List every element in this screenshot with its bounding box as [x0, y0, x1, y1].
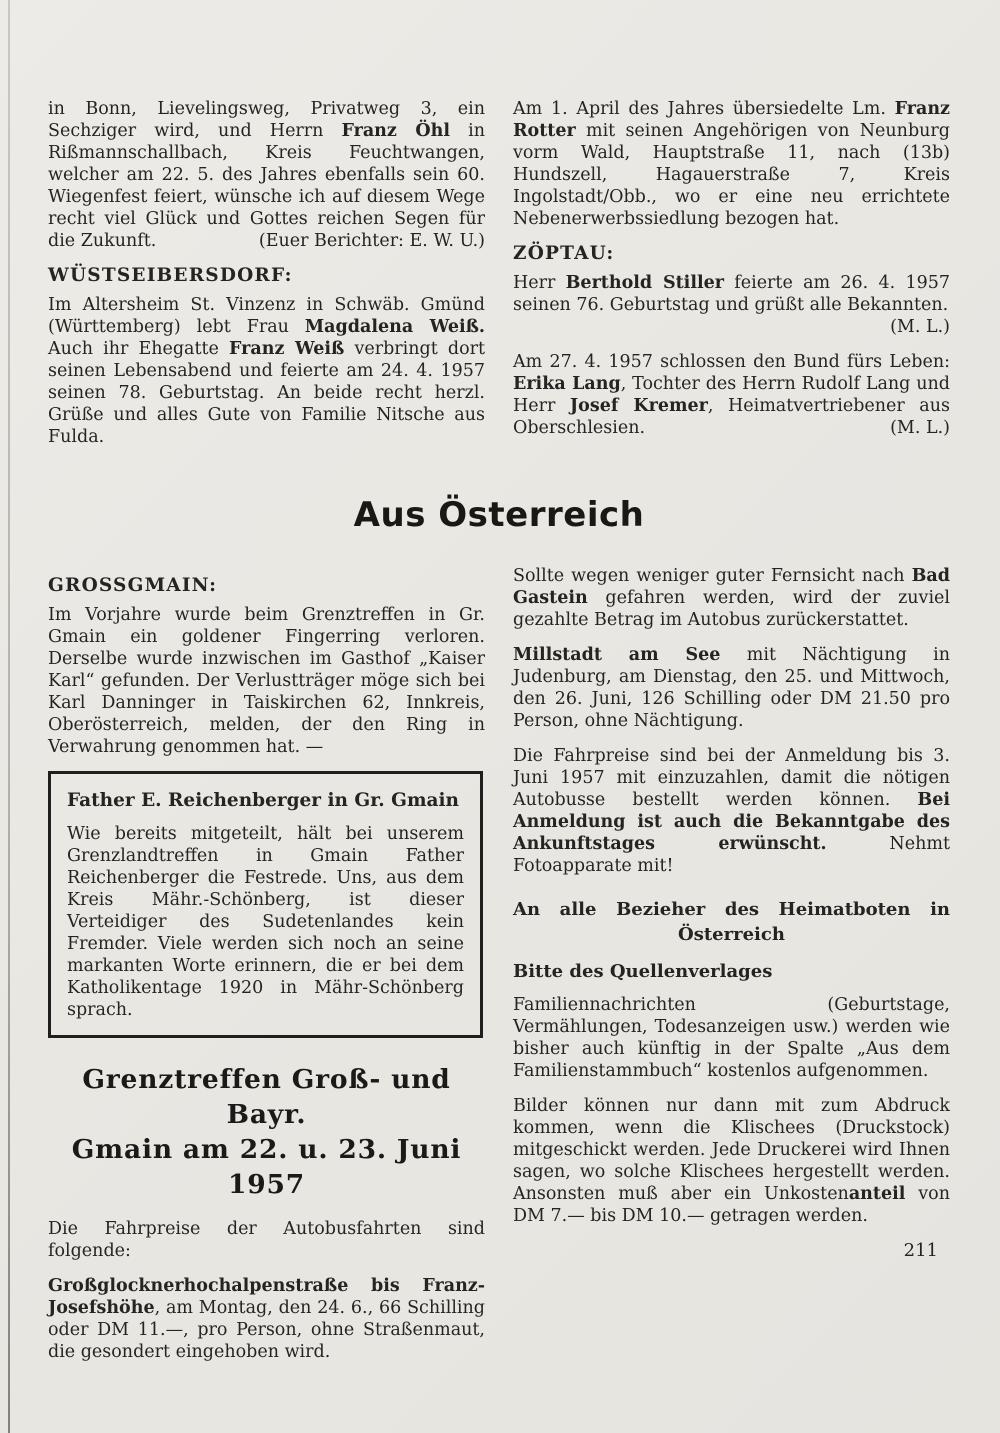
paragraph-text: Im Vorjahre wurde beim Grenztreffen in Gr. Gmain ein goldener Fingerring verloren. Derselbe wurde inzwischen im Gasthof „Kaiser Karl“ gefunden. Der Verlustträger möge sich bei Karl Danninger in Taiskirchen 62, Innkreis, Oberösterreich, melden, der den Ring in Verwahrung genommen hat. —	[48, 605, 485, 757]
section-heading-wuestseibersdorf: WÜSTSEIBERSDORF:	[48, 265, 293, 286]
paragraph-text: Im Altersheim St. Vinzenz in Schwäb. Gmünd (Württemberg) lebt Frau Magdalena Weiß. Auch ihr Ehegatte Franz Weiß verbringt dort seinen Lebensabend und feierte am 24. 4. 1957 seinen 78. Geburtstag. An beide recht herzl. Grüße und alles Gute von Familie Nitsche aus Fulda.	[48, 295, 485, 447]
paragraph-text: Sollte wegen weniger guter Fernsicht nach Bad Gastein gefahren werden, wird der zuviel gezahlte Betrag im Autobus zurückerstattet.	[513, 566, 950, 630]
paragraph-lang-kremer-wedding	[513, 351, 950, 439]
paragraph-text: Am 27. 4. 1957 schlossen den Bund fürs Leben: Erika Lang, Tochter des Herrn Rudolf Lang und Herr Josef Kremer, Heimatvertriebener aus Oberschlesien.	[513, 352, 950, 438]
paragraph-text: Wie bereits mitgeteilt, hält bei unserem Grenzlandtreffen in Gmain Father Reichenberger die Festrede. Uns, aus dem Kreis Mähr.-Schönberg, ist dieser Verteidiger des Sudetenlandes kein Fremder. Viele werden sich noch an seine markanten Worte erinnern, die er bei dem Katholikentage 1920 in Mähr-Schönberg sprach.	[67, 824, 464, 1020]
paragraph-grossgmain-ring	[48, 604, 485, 758]
paragraph-stiller-birthday	[513, 272, 950, 338]
reporter-signature: (M. L.)	[890, 317, 950, 337]
page-title-aus-oesterreich: Aus Österreich	[353, 495, 645, 535]
paragraph-grossglockner-fare	[48, 1275, 485, 1363]
paragraph-text: Herr Berthold Stiller feierte am 26. 4. 1957 seinen 76. Geburtstag und grüßt alle Bekannten.	[513, 273, 951, 315]
box-body	[67, 823, 464, 1021]
top-right-column	[513, 98, 950, 461]
reporter-signature: (M. L.)	[890, 418, 950, 438]
section-heading-zoeptau: ZÖPTAU:	[513, 243, 615, 264]
top-section	[48, 98, 950, 461]
paragraph-wuestseibersdorf	[48, 294, 485, 448]
reporter-signature: (Euer Berichter: E. W. U.)	[258, 231, 485, 251]
paragraph-bad-gastein	[513, 565, 950, 631]
paragraph-bilder-klischees	[513, 1095, 950, 1227]
heading-line: Grenztreffen Groß- und Bayr.	[82, 1064, 451, 1130]
paragraph-text: Bilder können nur dann mit zum Abdruck kommen, wenn die Klischees (Druckstock) mitgeschickt werden. Jede Druckerei wird Ihnen sagen, wo solche Klischees hergestellt werden. Ansonsten muß aber ein Unkostenanteil von DM 7.— bis DM 10.— getragen werden.	[513, 1096, 950, 1226]
paragraph-text: Großglocknerhochalpenstraße bis Franz-Josefshöhe, am Montag, den 24. 6., 66 Schilling oder DM 11.—, pro Person, ohne Straßenmaut, die gesondert eingehoben wird.	[48, 1276, 485, 1362]
paragraph-text: Millstadt am See mit Nächtigung in Judenburg, am Dienstag, den 25. und Mittwoch, den 26. Juni, 126 Schilling oder DM 21.50 pro Person, ohne Nächtigung.	[513, 645, 950, 731]
display-heading-grenztreffen	[48, 1062, 485, 1202]
heading-bezieher-heimatboten: An alle Bezieher des Heimatboten in Österreich	[513, 899, 950, 945]
austria-right-column	[513, 565, 950, 1376]
paragraph-familiennachrichten	[513, 994, 950, 1082]
paragraph-text: Familiennachrichten (Geburtstage, Vermählungen, Todesanzeigen usw.) werden wie bisher auch künftig in der Spalte „Aus dem Familienstammbuch“ kostenlos aufgenommen.	[513, 995, 950, 1081]
paragraph-text: Die Fahrpreise der Autobusfahrten sind folgende:	[48, 1219, 485, 1261]
paragraph-text: in Bonn, Lievelingsweg, Privatweg 3, ein Sechziger wird, und Herrn Franz Öhl in Rißmannschallbach, Kreis Feuchtwangen, welcher am 22. 5. des Jahres ebenfalls sein 60. Wiegenfest feiert, wünsche ich auf diesem Wege recht viel Glück und Gottes reichen Segen für die Zukunft.	[48, 99, 485, 251]
section-heading-grossgmain: GROSSGMAIN:	[48, 575, 218, 596]
austria-section	[48, 565, 950, 1376]
paragraph-text: Die Fahrpreise sind bei der Anmeldung bis 3. Juni 1957 mit einzuzahlen, damit die nötigen Autobusse bestellt werden können. Bei Anmeldung ist auch die Bekanntgabe des Ankunftstages erwünscht. Nehmt Fotoapparate mit!	[513, 746, 950, 876]
page-number: 211	[903, 1240, 938, 1261]
paragraph-anmeldung	[513, 745, 950, 877]
box-title: Father E. Reichenberger in Gr. Gmain	[67, 790, 459, 811]
heading-line: Gmain am 22. u. 23. Juni 1957	[71, 1134, 462, 1200]
austria-left-column	[48, 565, 485, 1376]
heading-bitte-quellenverlag: Bitte des Quellenverlages	[513, 961, 773, 982]
paragraph-millstadt-fare	[513, 644, 950, 732]
paragraph-oehl-birthday	[48, 98, 485, 252]
top-left-column	[48, 98, 485, 461]
scan-page-edge-shadow	[8, 0, 10, 1433]
boxed-notice-reichenberger	[48, 771, 483, 1038]
paragraph-rotter-move	[513, 98, 950, 230]
paragraph-fahrpreise-intro	[48, 1218, 485, 1262]
paragraph-text: Am 1. April des Jahres übersiedelte Lm. Franz Rotter mit seinen Angehörigen von Neunburg vorm Wald, Hauptstraße 11, nach (13b) Hundszell, Hagauerstraße 7, Kreis Ingolstadt/Obb., wo er eine neu errichtete Nebenerwerbssiedlung bezogen hat.	[513, 99, 950, 229]
